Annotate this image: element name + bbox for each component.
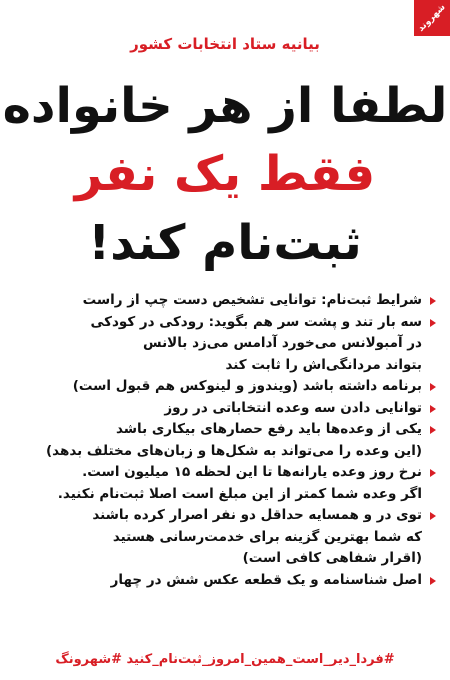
list-item-line: اگر وعده شما کمتر از این مبلغ است اصلا ثبت‌نام نکنید. xyxy=(57,485,422,502)
footer-hashtag: #فردا_دیر_است_همین_امروز_ثبت‌نام_کنید #شهرونگ xyxy=(55,652,395,667)
list-item-line: سه بار تند و پشت سر هم بگوید: رودکی در کودکی xyxy=(90,313,422,330)
list-item xyxy=(30,398,436,420)
list-item xyxy=(30,505,436,570)
list-item-line: یکی از وعده‌ها باید رفع حصارهای بیکاری باشد xyxy=(115,421,422,437)
list-item xyxy=(30,312,436,377)
list-item-line: (اقرار شفاهی کافی است) xyxy=(242,550,422,566)
list-item-line: در آمبولانس می‌خورد آدامس می‌زد بالانس xyxy=(143,335,422,351)
list-item-line: برنامه داشته باشد (ویندوز و لینوکس هم قبول است) xyxy=(72,378,422,394)
bullet-icon xyxy=(430,383,436,391)
bullet-icon xyxy=(430,426,436,434)
bullet-icon xyxy=(430,297,436,305)
list-item-line: توانایی دادن سه وعده انتخاباتی در روز xyxy=(164,399,422,416)
list-item-line: اصل شناسنامه و یک قطعه عکس شش در چهار xyxy=(110,571,422,588)
bullet-icon xyxy=(430,469,436,477)
list-item xyxy=(30,570,436,592)
headline-line-1: لطفا از هر خانواده xyxy=(2,78,448,134)
list-item-line: بتواند مردانگی‌اش را ثابت کند xyxy=(225,356,422,373)
list-item xyxy=(30,290,436,312)
bullet-icon xyxy=(430,512,436,520)
headline-line-3: ثبت‌نام کند! xyxy=(88,215,362,271)
list-item-line: (این وعده را می‌تواند به شکل‌ها و زبان‌های مختلف بدهد) xyxy=(45,442,422,459)
shahrvand-logo xyxy=(414,0,450,36)
list-item xyxy=(30,419,436,462)
bullet-icon xyxy=(430,577,436,585)
bullet-icon xyxy=(430,319,436,327)
list-item-line: شرایط ثبت‌نام: توانایی تشخیص دست چپ از راست xyxy=(82,292,422,308)
list-item-line: توی در و همسایه حداقل دو نفر اصرار کرده باشند xyxy=(92,507,422,523)
bullet-icon xyxy=(430,405,436,413)
list-item xyxy=(30,376,436,398)
list-item xyxy=(30,462,436,505)
logo-text: شهروند xyxy=(415,1,448,34)
conditions-list xyxy=(30,290,436,591)
list-item-line: نرخ روز وعده یارانه‌ها تا این لحظه ۱۵ میلیون است. xyxy=(82,464,422,480)
page-subtitle: بیانیه ستاد انتخابات کشور xyxy=(130,35,320,53)
headline-line-2: فقط یک نفر xyxy=(74,146,376,202)
list-item-line: که شما بهترین گزینه برای خدمت‌رسانی هستید xyxy=(112,528,422,545)
